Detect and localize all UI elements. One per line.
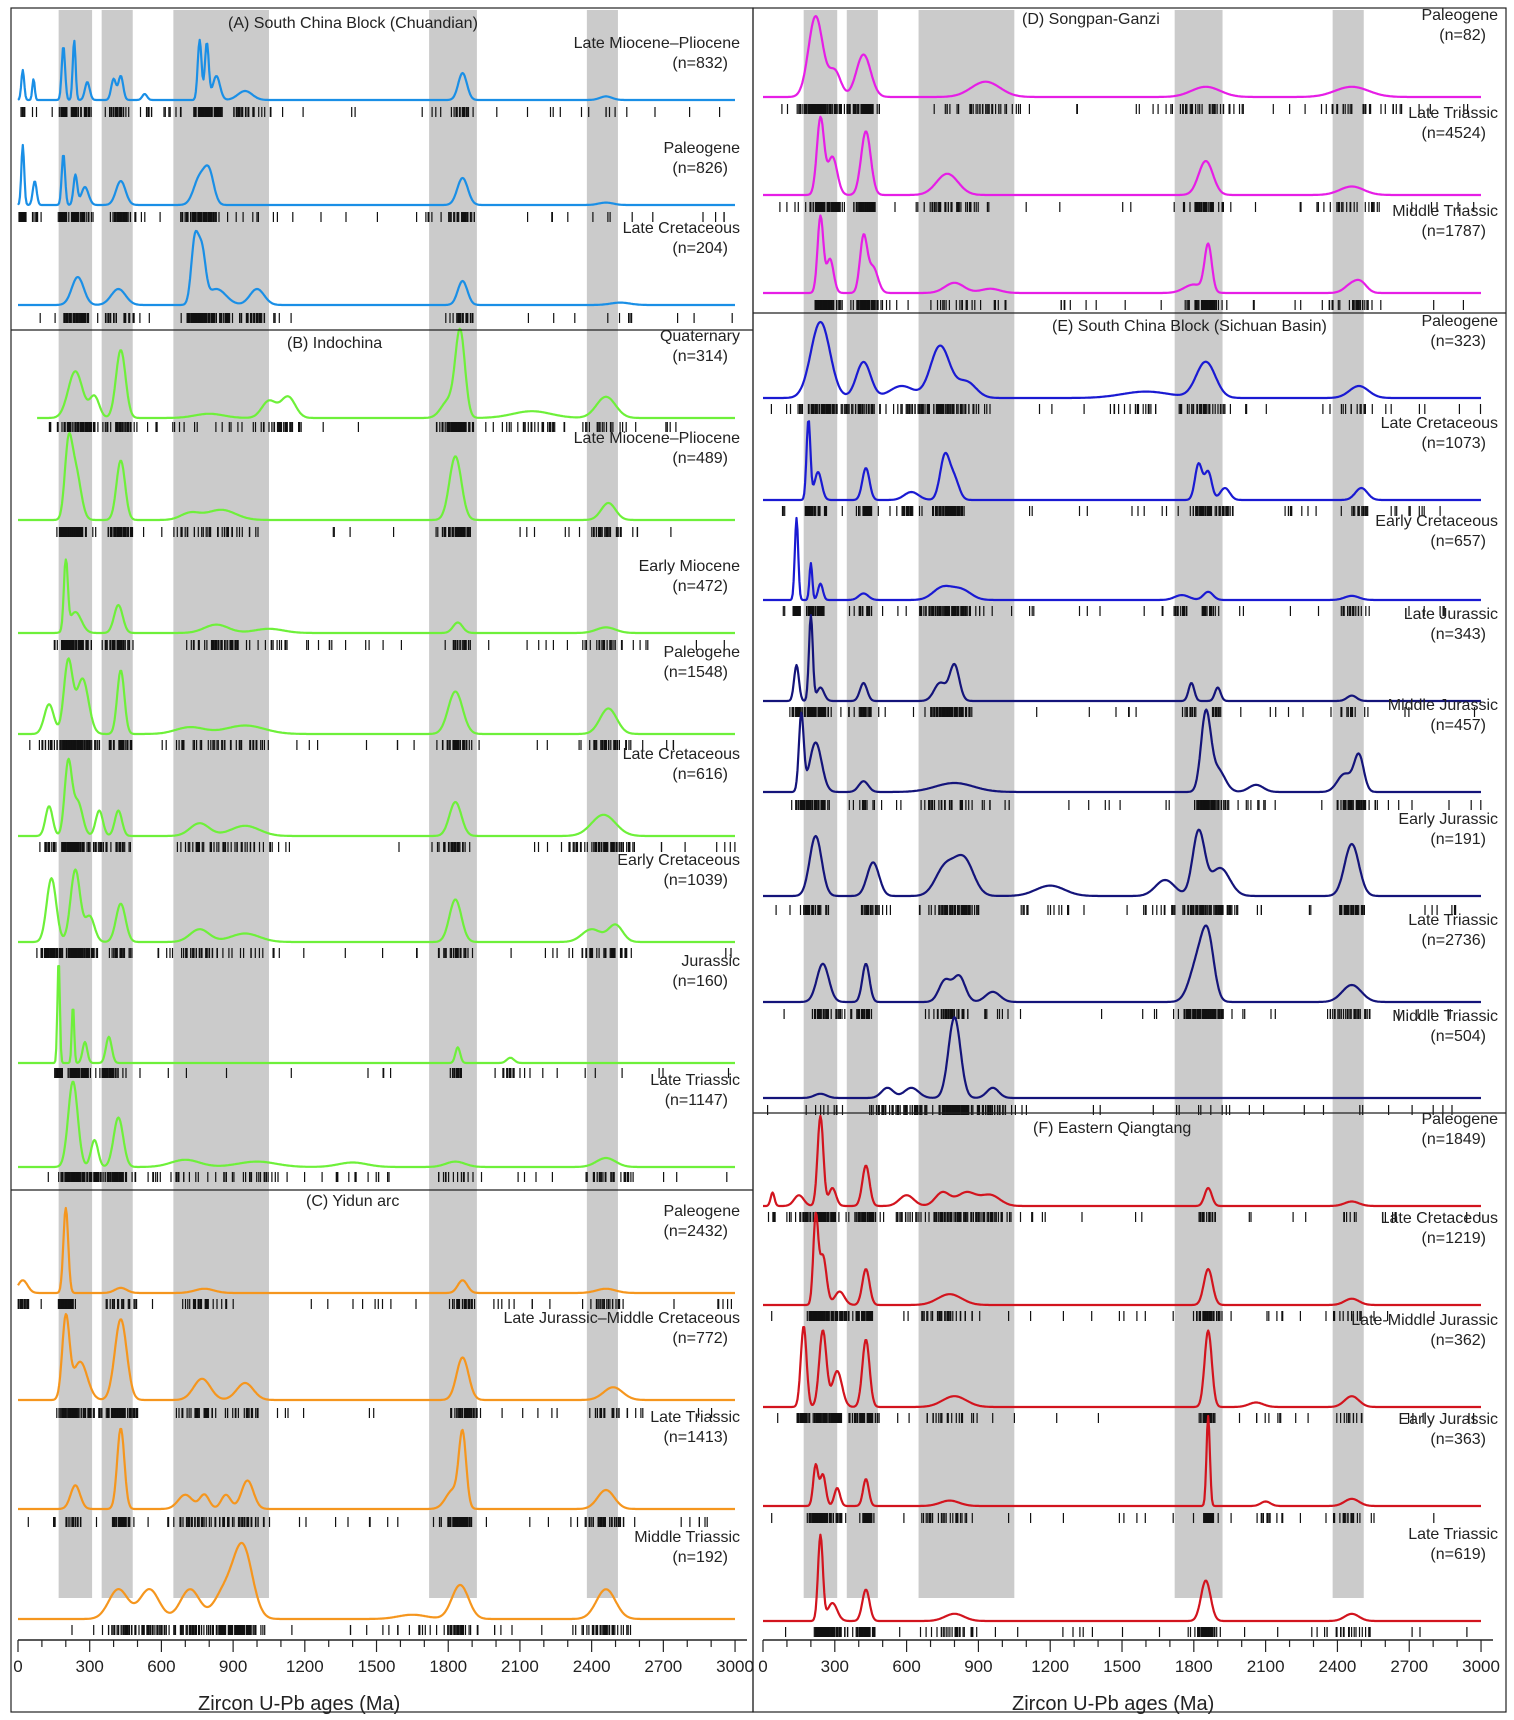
series-line-b-quaternary bbox=[37, 329, 735, 418]
series-n-label: (n=160) bbox=[672, 973, 728, 990]
series-n-label: (n=343) bbox=[1430, 626, 1486, 643]
series-n-label: (n=1849) bbox=[1421, 1131, 1486, 1148]
rug-ticks-d-paleogene bbox=[782, 104, 1468, 114]
rug-ticks-f-early-jurassic bbox=[772, 1513, 1434, 1523]
series-n-label: (n=657) bbox=[1430, 533, 1486, 550]
series-n-label: (n=323) bbox=[1430, 333, 1486, 350]
series-n-label: (n=1548) bbox=[663, 664, 728, 681]
x-tick-label: 2400 bbox=[572, 1657, 611, 1676]
rug-ticks-e-late-jurassic bbox=[790, 707, 1475, 717]
panel-f-title: (F) Eastern Qiangtang bbox=[1033, 1120, 1192, 1137]
x-tick-label: 2700 bbox=[644, 1657, 683, 1676]
shaded-band-2 bbox=[173, 10, 269, 1598]
x-tick-label: 900 bbox=[964, 1657, 993, 1676]
rug-ticks-e-middle-jurassic bbox=[792, 800, 1481, 810]
series-name-label: Late Miocene–Pliocene bbox=[573, 35, 740, 52]
x-tick-label: 1200 bbox=[1031, 1657, 1070, 1676]
series-name-label: Late Triassic bbox=[650, 1072, 740, 1089]
series-n-label: (n=489) bbox=[672, 450, 728, 467]
rug-ticks-a-paleogene bbox=[19, 212, 724, 222]
rug-ticks-f-late-cretaceous bbox=[772, 1311, 1434, 1321]
rug-ticks-c-late-jurassic-middle-cretaceous bbox=[57, 1408, 712, 1418]
series-name-label: Late Jurassic–Middle Cretaceous bbox=[503, 1310, 740, 1327]
series-n-label: (n=4524) bbox=[1421, 125, 1486, 142]
series-n-label: (n=1413) bbox=[663, 1429, 728, 1446]
x-tick-label: 600 bbox=[147, 1657, 176, 1676]
series-name-label: Paleogene bbox=[1421, 1111, 1498, 1128]
series-n-label: (n=832) bbox=[672, 55, 728, 72]
shaded-bands-left bbox=[59, 10, 618, 1598]
series-name-label: Late Jurassic bbox=[1403, 606, 1498, 623]
series-name-label: Middle Triassic bbox=[634, 1529, 740, 1546]
series-name-label: Early Miocene bbox=[638, 558, 740, 575]
series-name-label: Late Triassic bbox=[1408, 912, 1498, 929]
series-name-label: Paleogene bbox=[663, 644, 740, 661]
series-name-label: Late Triassic bbox=[1408, 1526, 1498, 1543]
series-name-label: Early Cretaceous bbox=[1375, 513, 1498, 530]
series-n-label: (n=82) bbox=[1439, 27, 1486, 44]
rug-ticks-c-late-triassic bbox=[28, 1517, 707, 1527]
x-axis-label-right: Zircon U-Pb ages (Ma) bbox=[1012, 1693, 1215, 1715]
rug-ticks-b-jurassic bbox=[55, 1068, 729, 1078]
series-n-label: (n=504) bbox=[1430, 1028, 1486, 1045]
panel-c-title: (C) Yidun arc bbox=[306, 1193, 400, 1210]
x-tick-label: 1500 bbox=[357, 1657, 396, 1676]
x-tick-label: 1800 bbox=[429, 1657, 468, 1676]
series-n-label: (n=204) bbox=[672, 240, 728, 257]
panel-b-title: (B) Indochina bbox=[287, 335, 383, 352]
x-tick-label: 300 bbox=[75, 1657, 104, 1676]
rug-ticks-f-late-triassic bbox=[786, 1627, 1467, 1637]
series-n-label: (n=472) bbox=[672, 578, 728, 595]
series-n-label: (n=1073) bbox=[1421, 435, 1486, 452]
x-tick-label: 2700 bbox=[1390, 1657, 1429, 1676]
series-name-label: Quaternary bbox=[659, 328, 740, 345]
x-tick-label: 1200 bbox=[285, 1657, 324, 1676]
shaded-band-4 bbox=[587, 10, 618, 1598]
x-tick-label: 0 bbox=[13, 1657, 23, 1676]
series-n-label: (n=363) bbox=[1430, 1431, 1486, 1448]
rug-ticks-e-late-cretaceous bbox=[783, 506, 1441, 516]
series-name-label: Middle Jurassic bbox=[1387, 697, 1498, 714]
series-n-label: (n=1147) bbox=[664, 1092, 728, 1109]
series-n-label: (n=619) bbox=[1430, 1546, 1486, 1563]
series-n-label: (n=192) bbox=[672, 1549, 728, 1566]
series-name-label: Late Triassic bbox=[1408, 105, 1498, 122]
x-axes bbox=[13, 1640, 1500, 1676]
series-name-label: Late Miocene–Pliocene bbox=[573, 430, 740, 447]
x-tick-label: 1800 bbox=[1174, 1657, 1213, 1676]
series-name-label: Jurassic bbox=[681, 953, 740, 970]
series-name-label: Middle Triassic bbox=[1392, 1008, 1498, 1025]
series-n-label: (n=772) bbox=[672, 1330, 728, 1347]
series-n-label: (n=2432) bbox=[663, 1223, 728, 1240]
x-tick-label: 1500 bbox=[1103, 1657, 1141, 1676]
rug-ticks-c-middle-triassic bbox=[72, 1625, 631, 1635]
rug-ticks-f-paleogene bbox=[769, 1212, 1480, 1222]
series-name-label: Late Cretaceous bbox=[1380, 1210, 1498, 1227]
rug-ticks-d-middle-triassic bbox=[815, 300, 1463, 310]
x-axis-label-left: Zircon U-Pb ages (Ma) bbox=[198, 1693, 401, 1715]
x-tick-label: 300 bbox=[820, 1657, 849, 1676]
series-n-label: (n=1219) bbox=[1421, 1230, 1486, 1247]
rug-ticks-b-early-cretaceous bbox=[37, 948, 731, 958]
panel-d-title: (D) Songpan-Ganzi bbox=[1022, 11, 1160, 28]
series-name-label: Late-Middle Jurassic bbox=[1351, 1312, 1498, 1329]
x-tick-label: 3000 bbox=[716, 1657, 754, 1676]
rug-ticks-d-late-triassic bbox=[780, 202, 1474, 212]
x-tick-label: 0 bbox=[758, 1657, 768, 1676]
rug-ticks-b-paleogene bbox=[30, 740, 674, 750]
x-tick-label: 2100 bbox=[1246, 1657, 1285, 1676]
series-n-label: (n=1039) bbox=[663, 872, 728, 889]
rug-ticks-a-late-cretaceous bbox=[40, 313, 732, 323]
rug-ticks-b-early-miocene bbox=[54, 640, 724, 650]
series-name-label: Paleogene bbox=[1421, 313, 1498, 330]
panel-e-title: (E) South China Block (Sichuan Basin) bbox=[1052, 318, 1327, 335]
x-tick-label: 3000 bbox=[1462, 1657, 1500, 1676]
series-n-label: (n=457) bbox=[1430, 717, 1486, 734]
series-name-label: Middle Triassic bbox=[1392, 203, 1498, 220]
series-n-label: (n=191) bbox=[1430, 831, 1486, 848]
series-n-label: (n=2736) bbox=[1421, 932, 1486, 949]
series-name-label: Paleogene bbox=[663, 140, 740, 157]
panel-a-title: (A) South China Block (Chuandian) bbox=[228, 15, 478, 32]
series-n-label: (n=1787) bbox=[1421, 223, 1486, 240]
series-n-label: (n=826) bbox=[672, 160, 728, 177]
rug-ticks-a-late-miocene-pliocene bbox=[21, 107, 720, 117]
rug-ticks-e-early-jurassic bbox=[776, 905, 1456, 915]
series-n-label: (n=362) bbox=[1430, 1332, 1486, 1349]
series-name-label: Paleogene bbox=[663, 1203, 740, 1220]
series-name-label: Early Jurassic bbox=[1398, 1411, 1498, 1428]
x-tick-label: 900 bbox=[218, 1657, 248, 1676]
shaded-bands-right bbox=[804, 10, 1364, 1598]
series-name-label: Early Cretaceous bbox=[617, 852, 740, 869]
series-name-label: Late Triassic bbox=[650, 1409, 740, 1426]
series-name-label: Late Cretaceous bbox=[1380, 415, 1498, 432]
x-tick-label: 600 bbox=[892, 1657, 921, 1676]
x-tick-label: 2100 bbox=[501, 1657, 539, 1676]
series-name-label: Late Cretaceous bbox=[622, 746, 740, 763]
rug-ticks-e-late-triassic bbox=[784, 1009, 1450, 1019]
rug-ticks-f-late-middle-jurassic bbox=[778, 1413, 1474, 1423]
x-tick-label: 2400 bbox=[1318, 1657, 1357, 1676]
series-name-label: Late Cretaceous bbox=[622, 220, 740, 237]
series-name-label: Early Jurassic bbox=[1398, 811, 1498, 828]
rug-ticks-b-late-miocene-pliocene bbox=[57, 527, 671, 537]
series-n-label: (n=314) bbox=[672, 348, 728, 365]
rug-ticks-b-late-triassic bbox=[48, 1172, 727, 1182]
series-n-label: (n=616) bbox=[672, 766, 728, 783]
rug-ticks-b-late-cretaceous bbox=[40, 842, 735, 852]
series-name-label: Paleogene bbox=[1421, 7, 1498, 24]
